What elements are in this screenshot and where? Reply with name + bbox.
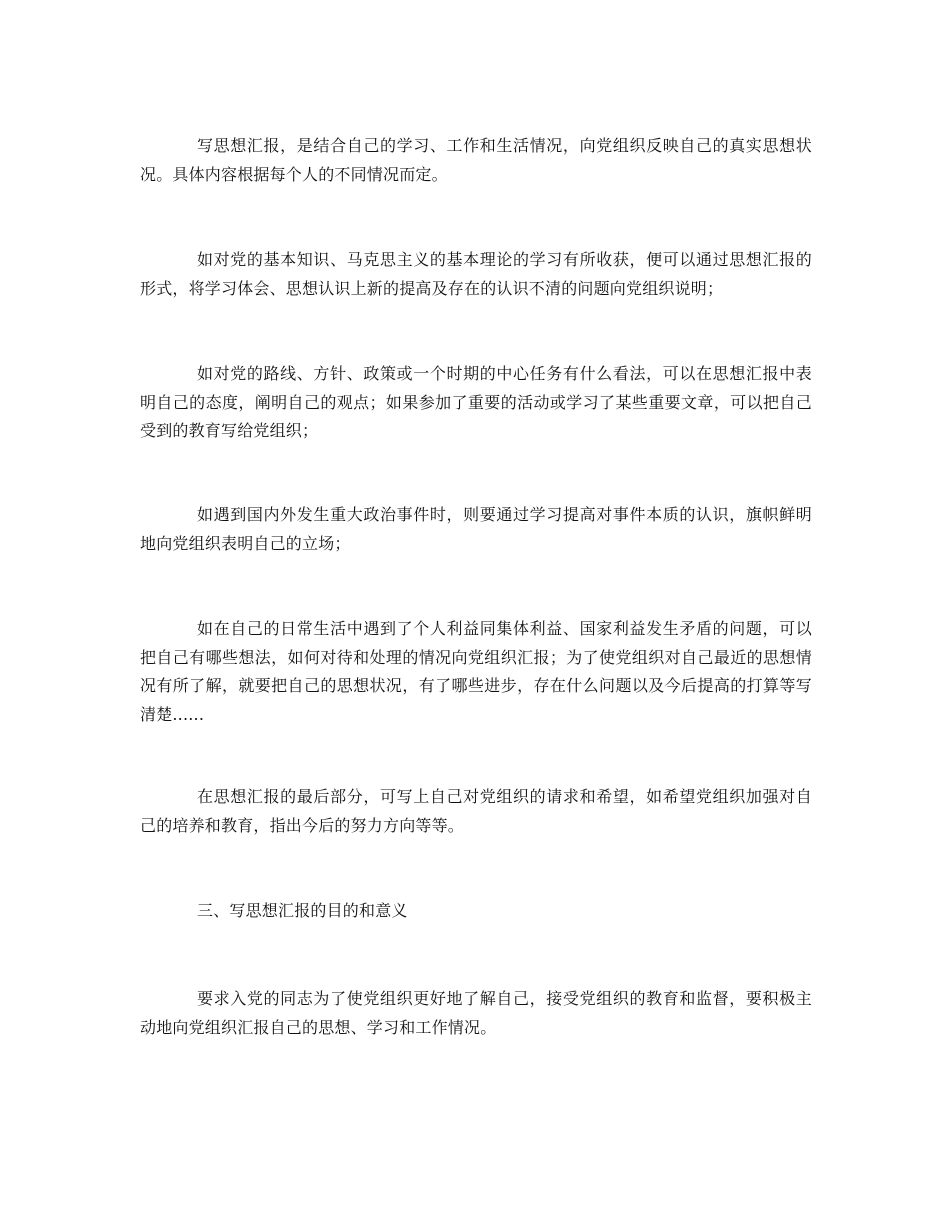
paragraph: 如对党的路线、方针、政策或一个时期的中心任务有什么看法，可以在思想汇报中表明自己的态度，阐明自己的观点；如果参加了重要的活动或学习了某些重要文章，可以把自己受到的教育写给党组织； (140, 364, 812, 440)
paragraph: 如对党的基本知识、马克思主义的基本理论的学习有所收获，便可以通过思想汇报的形式，将学习体会、思想认识上新的提高及存在的认识不清的问题向党组织说明； (140, 250, 812, 298)
paragraph: 要求入党的同志为了使党组织更好地了解自己，接受党组织的教育和监督，要积极主动地向党组织汇报自己的思想、学习和工作情况。 (140, 989, 812, 1037)
paragraph: 写思想汇报，是结合自己的学习、工作和生活情况，向党组织反映自己的真实思想状况。具体内容根据每个人的不同情况而定。 (140, 136, 812, 184)
paragraph: 如遇到国内外发生重大政治事件时，则要通过学习提高对事件本质的认识，旗帜鲜明地向党组织表明自己的立场； (140, 505, 812, 553)
section-heading: 三、写思想汇报的目的和意义 (197, 901, 408, 920)
paragraph: 在思想汇报的最后部分，可写上自己对党组织的请求和希望，如希望党组织加强对自己的培养和教育，指出今后的努力方向等等。 (140, 787, 812, 835)
paragraph: 如在自己的日常生活中遇到了个人利益同集体利益、国家利益发生矛盾的问题，可以把自己有哪些想法，如何对待和处理的情况向党组织汇报；为了使党组织对自己最近的思想情况有所了解，就要把自己的思想状况，有了哪些进步，存在什么问题以及今后提高的打算等写清楚...... (140, 619, 812, 724)
